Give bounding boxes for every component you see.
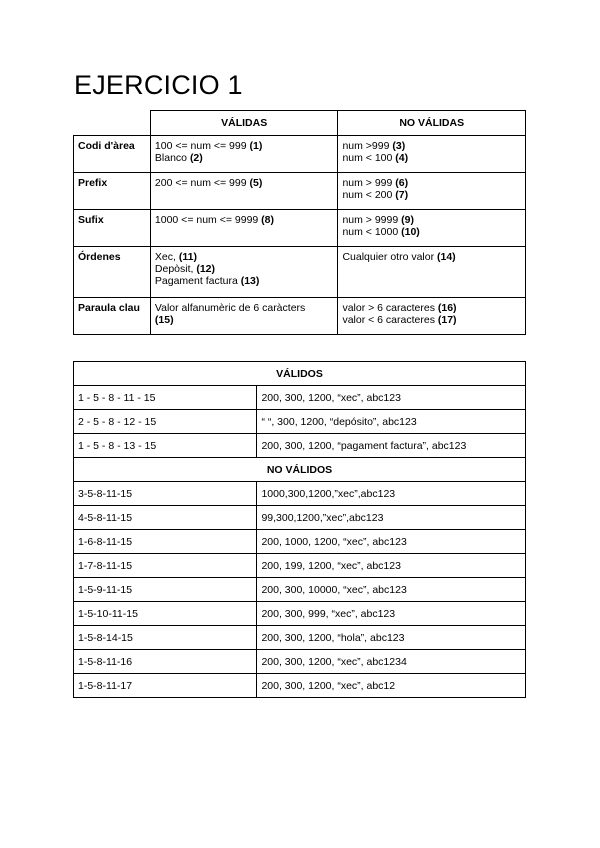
table-row [74, 173, 526, 210]
case-values: 99,300,1200,”xec”,abc123 [257, 506, 526, 530]
case-classes: 1-5-8-14-15 [74, 626, 257, 650]
row-label: Paraula clau [74, 298, 151, 335]
valid-cell [150, 247, 338, 298]
valid-cases-header: VÁLIDOS [74, 362, 526, 386]
table-row [74, 602, 526, 626]
class-line: 200 <= num <= 999 (5) [154, 177, 263, 189]
table-row [74, 210, 526, 247]
invalid-header: NO VÁLIDAS [338, 111, 526, 136]
equivalence-classes-table [73, 110, 526, 335]
class-line: Blanco (2) [154, 152, 203, 164]
row-label: Órdenes [74, 247, 151, 298]
table-header-row [74, 111, 526, 136]
class-line: 100 <= num <= 999 (1) [154, 140, 263, 152]
valid-cell [150, 210, 338, 247]
empty-header-cell [74, 111, 151, 136]
invalid-cases-header: NO VÁLIDOS [74, 458, 526, 482]
table-row [74, 410, 526, 434]
case-values: 200, 300, 1200, “hola”, abc123 [257, 626, 526, 650]
case-values: 200, 300, 1200, “xec”, abc1234 [257, 650, 526, 674]
invalid-cell [338, 210, 526, 247]
case-classes: 1-7-8-11-15 [74, 554, 257, 578]
section-header-row [74, 362, 526, 386]
case-values: 200, 300, 1200, “xec”, abc12 [257, 674, 526, 698]
table-row [74, 506, 526, 530]
class-line: Cualquier otro valor (14) [342, 251, 456, 263]
class-line: num > 999 (6) [342, 177, 409, 189]
class-line: 1000 <= num <= 9999 (8) [154, 214, 275, 226]
valid-header: VÁLIDAS [150, 111, 338, 136]
case-classes: 1 - 5 - 8 - 13 - 15 [74, 434, 257, 458]
class-line: Pagament factura (13) [154, 275, 260, 287]
class-line: num < 100 (4) [342, 152, 409, 164]
valid-cell [150, 173, 338, 210]
class-line: valor > 6 caracteres (16) [342, 302, 457, 314]
case-classes: 1-5-9-11-15 [74, 578, 257, 602]
class-line: valor < 6 caracteres (17) [342, 314, 457, 326]
case-classes: 2 - 5 - 8 - 12 - 15 [74, 410, 257, 434]
table-row [74, 434, 526, 458]
case-values: “ “, 300, 1200, “depósito”, abc123 [257, 410, 526, 434]
case-classes: 1-5-8-11-17 [74, 674, 257, 698]
table-row [74, 482, 526, 506]
table-row [74, 386, 526, 410]
class-line: Xec, (11) [154, 251, 197, 263]
table-row [74, 298, 526, 335]
invalid-cell [338, 173, 526, 210]
class-line: (15) [154, 314, 174, 326]
section-header-row [74, 458, 526, 482]
page-title: EJERCICIO 1 [74, 70, 243, 100]
class-line: num < 1000 (10) [342, 226, 420, 238]
table-row [74, 554, 526, 578]
case-values: 200, 1000, 1200, “xec”, abc123 [257, 530, 526, 554]
table-row [74, 530, 526, 554]
invalid-cell [338, 247, 526, 298]
class-line: Valor alfanumèric de 6 caràcters [154, 302, 306, 314]
table-row [74, 674, 526, 698]
table-row [74, 578, 526, 602]
class-line: num < 200 (7) [342, 189, 409, 201]
row-label: Sufix [74, 210, 151, 247]
case-values: 1000,300,1200,”xec”,abc123 [257, 482, 526, 506]
case-classes: 1 - 5 - 8 - 11 - 15 [74, 386, 257, 410]
table-row [74, 136, 526, 173]
class-line: num > 9999 (9) [342, 214, 414, 226]
case-classes: 1-6-8-11-15 [74, 530, 257, 554]
invalid-cell [338, 298, 526, 335]
case-classes: 1-5-10-11-15 [74, 602, 257, 626]
class-line: Depòsit, (12) [154, 263, 216, 275]
test-cases-table [73, 361, 526, 698]
table-row [74, 247, 526, 298]
case-values: 200, 199, 1200, “xec”, abc123 [257, 554, 526, 578]
table-row [74, 626, 526, 650]
case-values: 200, 300, 1200, “pagament factura”, abc123 [257, 434, 526, 458]
case-classes: 4-5-8-11-15 [74, 506, 257, 530]
valid-cell [150, 298, 338, 335]
invalid-cell [338, 136, 526, 173]
case-values: 200, 300, 1200, “xec”, abc123 [257, 386, 526, 410]
case-classes: 3-5-8-11-15 [74, 482, 257, 506]
table-row [74, 650, 526, 674]
valid-cell [150, 136, 338, 173]
row-label: Codi d'àrea [74, 136, 151, 173]
row-label: Prefix [74, 173, 151, 210]
case-values: 200, 300, 999, “xec”, abc123 [257, 602, 526, 626]
class-line: num >999 (3) [342, 140, 406, 152]
case-classes: 1-5-8-11-16 [74, 650, 257, 674]
case-values: 200, 300, 10000, “xec”, abc123 [257, 578, 526, 602]
